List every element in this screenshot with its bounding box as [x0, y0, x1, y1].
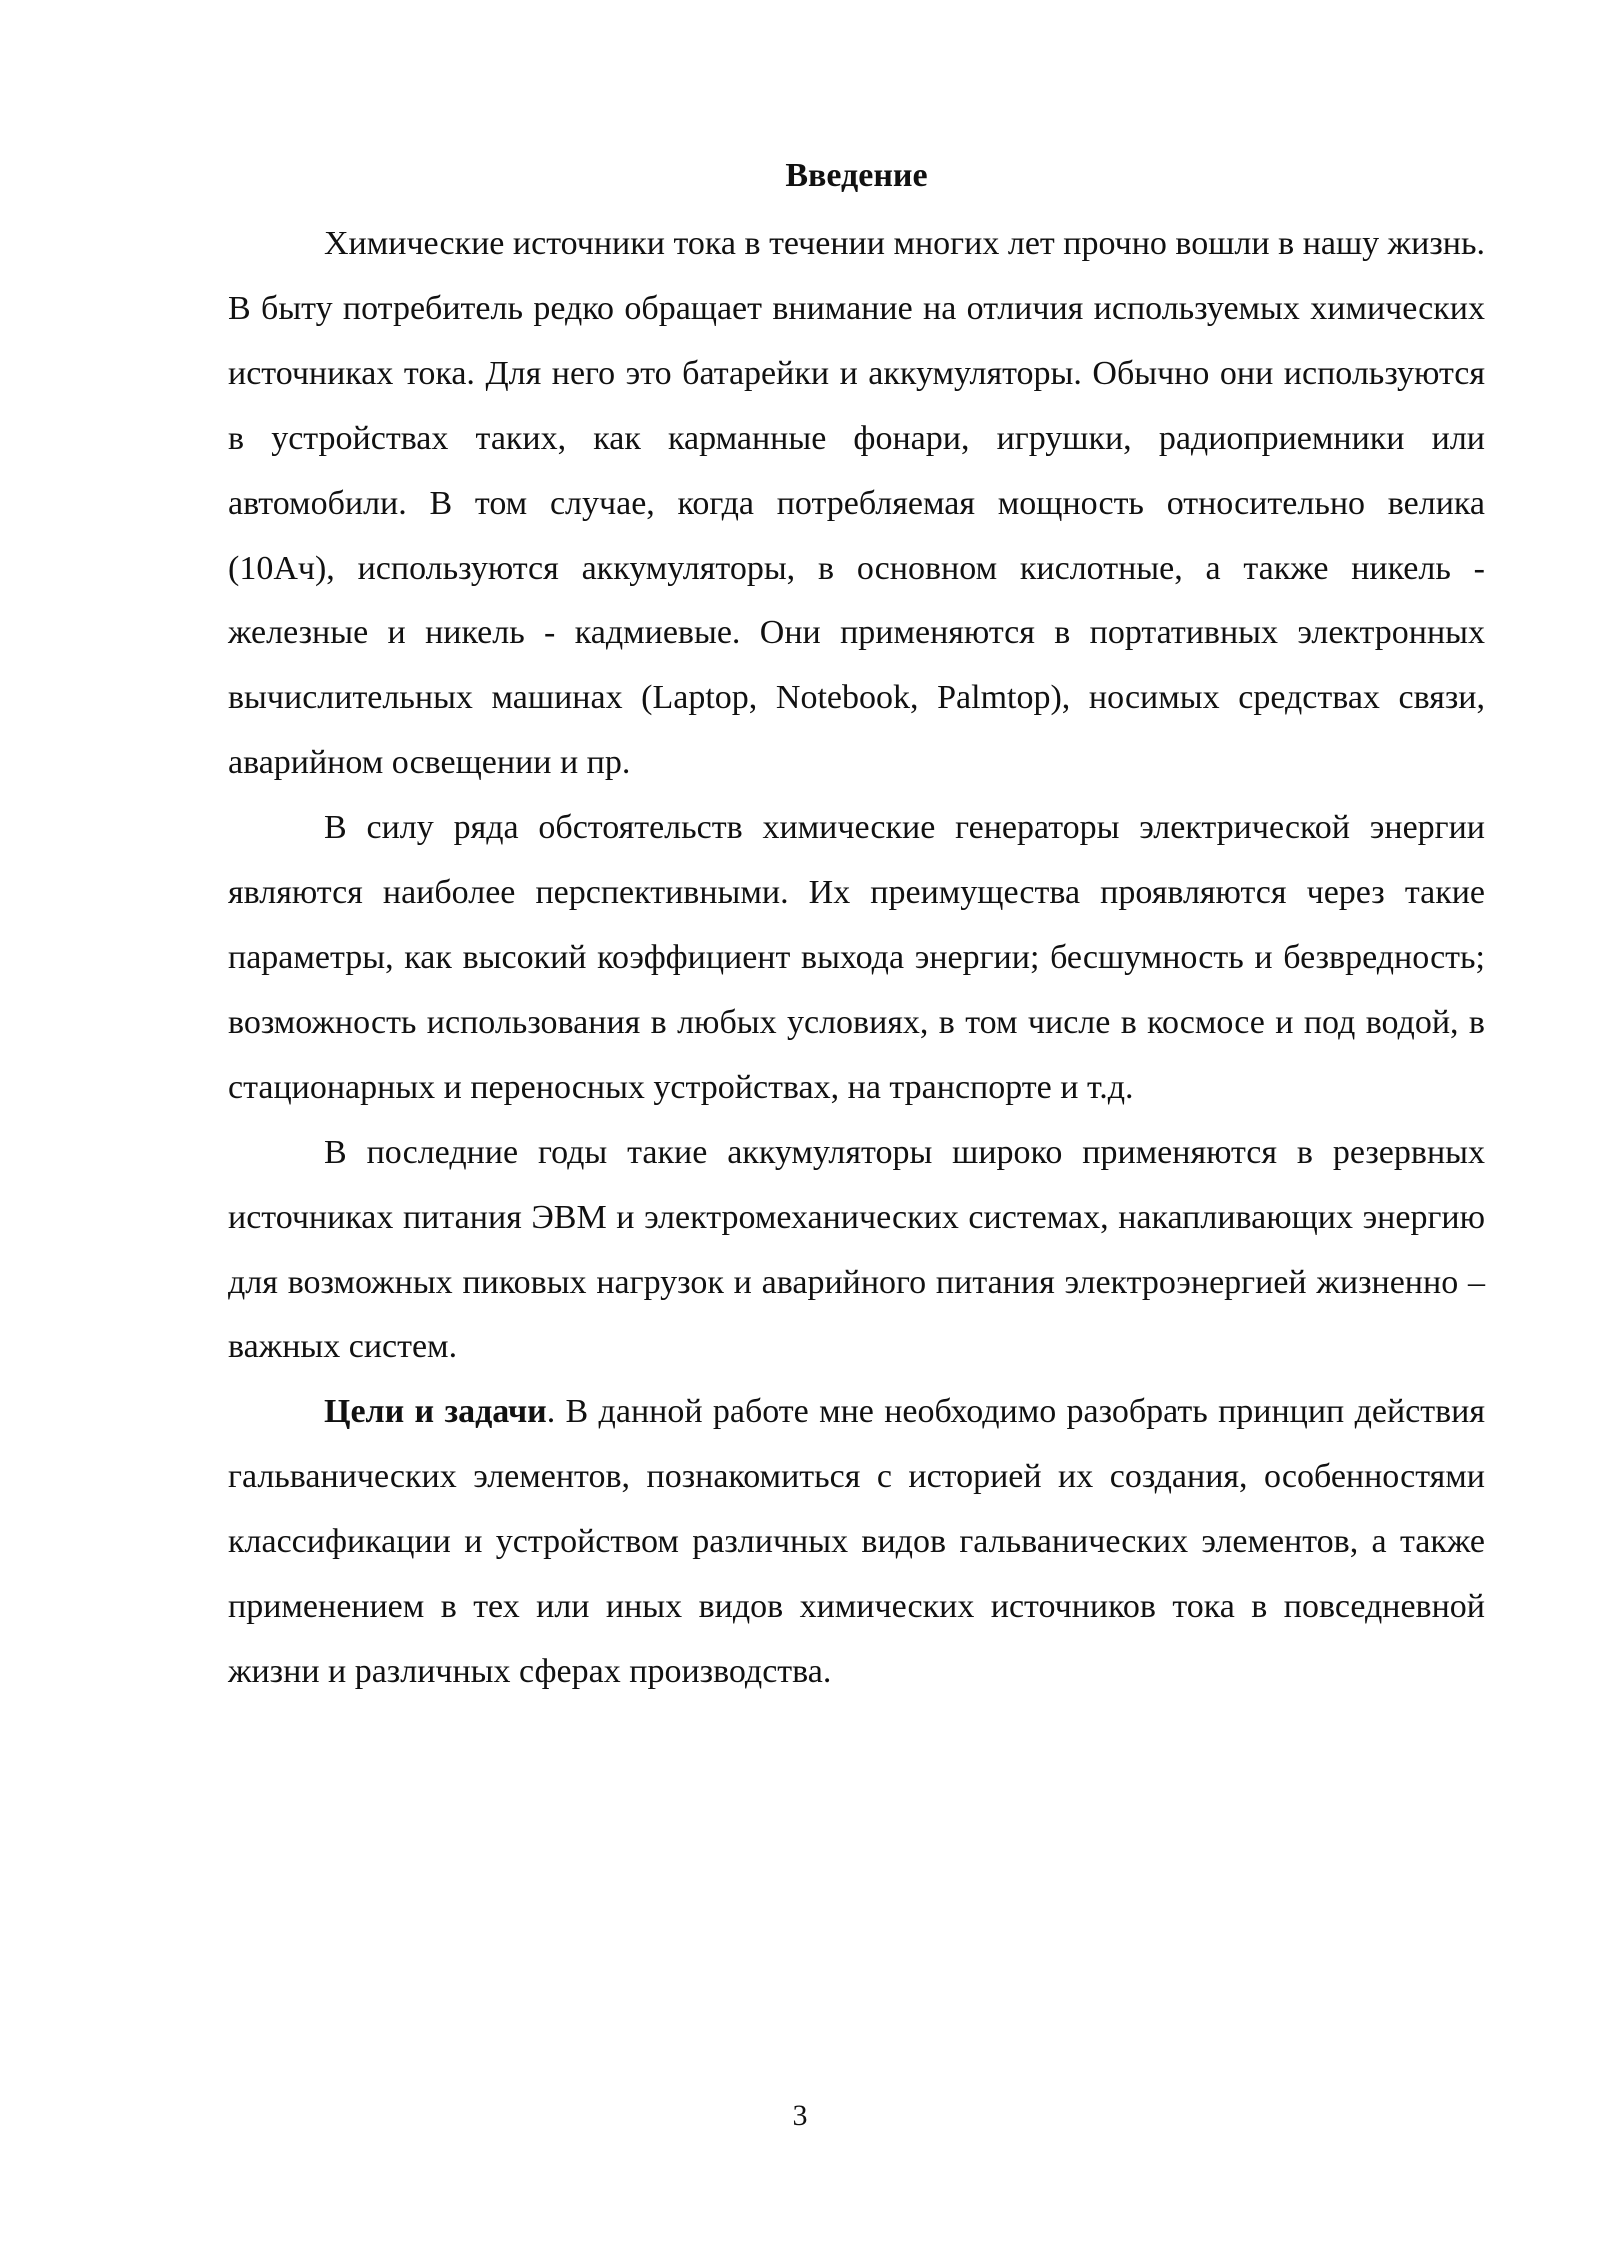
page-content [228, 148, 1485, 1705]
paragraph-1: Химические источники тока в течении многих лет прочно вошли в нашу жизнь. В быту потребитель редко обращает внимание на отличия используемых химических источниках тока. Для него это батарейки и аккумуляторы. Обычно они используются в устройствах таких, как карманные фонари, игрушки, радиоприемники или автомобили. В том случае, когда потребляемая мощность относительно велика (10Ач), используются аккумуляторы, в основном кислотные, а также никель - железные и никель - кадмиевые. Они применяются в портативных электронных вычислительных машинах (Laptop, Notebook, Palmtop), носимых средствах связи, аварийном освещении и пр. [228, 225, 1485, 782]
section-title: Введение [785, 157, 928, 194]
paragraph-3: В последние годы такие аккумуляторы широко применяются в резервных источниках питания ЭВМ и электромеханических системах, накапливающих энергию для возможных пиковых нагрузок и аварийного питания электроэнергией жизненно – важных систем. [228, 1133, 1485, 1366]
goals-text: . В данной работе мне необходимо разобрать принцип действия гальванических элементов, познакомиться с историей их создания, особенностями классификации и устройством различных видов гальванических элементов, а также применением в тех или иных видов химических источников тока в повседневной жизни и различных сферах производства. [228, 1393, 1485, 1690]
page-number: 3 [792, 2099, 808, 2132]
paragraph-2: В силу ряда обстоятельств химические генераторы электрической энергии являются наиболее перспективными. Их преимущества проявляются через такие параметры, как высокий коэффициент выхода энергии; бесшумность и безвредность; возможность использования в любых условиях, в том числе в космосе и под водой, в стационарных и переносных устройствах, на транспорте и т.д. [228, 809, 1485, 1106]
goals-label: Цели и задачи [324, 1393, 547, 1431]
paragraph-goals [228, 1380, 1485, 1705]
